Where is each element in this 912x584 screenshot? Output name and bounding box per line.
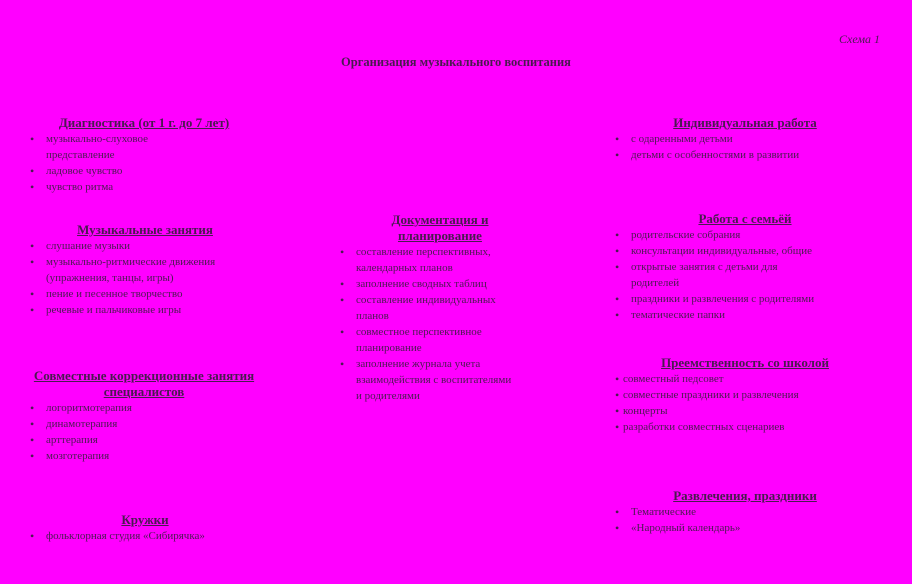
block-school — [615, 355, 875, 435]
list-item: • заполнение журнала учета взаимодействия с воспитателями и родителями — [340, 356, 516, 404]
music-lessons-list — [30, 238, 260, 318]
individual-heading: Индивидуальная работа — [673, 115, 817, 130]
list-item: • «Народный календарь» — [615, 520, 875, 536]
list-item: • арттерапия — [30, 432, 258, 448]
documentation-heading: Документация и планирование — [391, 212, 489, 243]
individual-list — [615, 131, 875, 163]
block-joint-correction — [30, 368, 258, 464]
block-entertainment — [615, 488, 875, 536]
school-heading: Преемственность со школой — [661, 355, 829, 370]
list-item: • речевые и пальчиковые игры — [30, 302, 260, 318]
list-item: • чувство ритма — [30, 179, 258, 195]
block-diagnostics — [30, 115, 258, 195]
list-item: • музыкально-слуховое представление — [30, 131, 196, 163]
list-item: • фольклорная студия «Сибирячка» — [30, 528, 260, 544]
list-item: • мозготерапия — [30, 448, 258, 464]
list-item: • совместное перспективное планирование — [340, 324, 531, 356]
documentation-list — [340, 244, 540, 404]
diagnostics-list — [30, 131, 258, 195]
joint-correction-list — [30, 400, 258, 464]
joint-correction-heading: Совместные коррекционные занятия специалистов — [33, 368, 255, 399]
list-item: • Тематические — [615, 504, 875, 520]
clubs-heading: Кружки — [121, 512, 169, 527]
family-list — [615, 227, 875, 323]
slide-number: Схема 1 — [838, 32, 880, 46]
page-title: Организация музыкального воспитания — [341, 55, 571, 69]
list-item: • праздники и развлечения с родителями — [615, 291, 875, 307]
list-item: • с одаренными детьми — [615, 131, 875, 147]
list-item: • динамотерапия — [30, 416, 258, 432]
list-item: • составление перспективных, календарных планов — [340, 244, 531, 276]
list-item: • заполнение сводных таблиц — [340, 276, 540, 292]
block-family — [615, 211, 875, 323]
list-item: • открытые занятия с детьми для родителей — [615, 259, 821, 291]
list-item: • родительские собрания — [615, 227, 875, 243]
clubs-list — [30, 528, 260, 544]
list-item: • составление индивидуальных планов — [340, 292, 516, 324]
list-item: • концерты — [615, 403, 875, 419]
block-individual — [615, 115, 875, 163]
block-documentation — [340, 212, 540, 404]
family-heading: Работа с семьёй — [698, 211, 792, 226]
entertainment-list — [615, 504, 875, 536]
list-item: • разработки совместных сценариев — [615, 419, 875, 435]
list-item: • слушание музыки — [30, 238, 260, 254]
list-item: • детьми с особенностями в развитии — [615, 147, 875, 163]
list-item: • консультации индивидуальные, общие — [615, 243, 875, 259]
list-item: • совместные праздники и развлечения — [615, 387, 875, 403]
list-item: • пение и песенное творчество — [30, 286, 260, 302]
list-item: • ладовое чувство — [30, 163, 258, 179]
block-clubs — [30, 512, 260, 544]
list-item: • тематические папки — [615, 307, 875, 323]
school-list — [615, 371, 875, 435]
list-item: • логоритмотерапия — [30, 400, 258, 416]
diagnostics-heading: Диагностика (от 1 г. до 7 лет) — [58, 115, 230, 130]
entertainment-heading: Развлечения, праздники — [673, 488, 817, 503]
list-item: • совместный педсовет — [615, 371, 875, 387]
list-item: • музыкально-ритмические движения (упражнения, танцы, игры) — [30, 254, 246, 286]
block-music-lessons — [30, 222, 260, 318]
music-lessons-heading: Музыкальные занятия — [77, 222, 213, 237]
